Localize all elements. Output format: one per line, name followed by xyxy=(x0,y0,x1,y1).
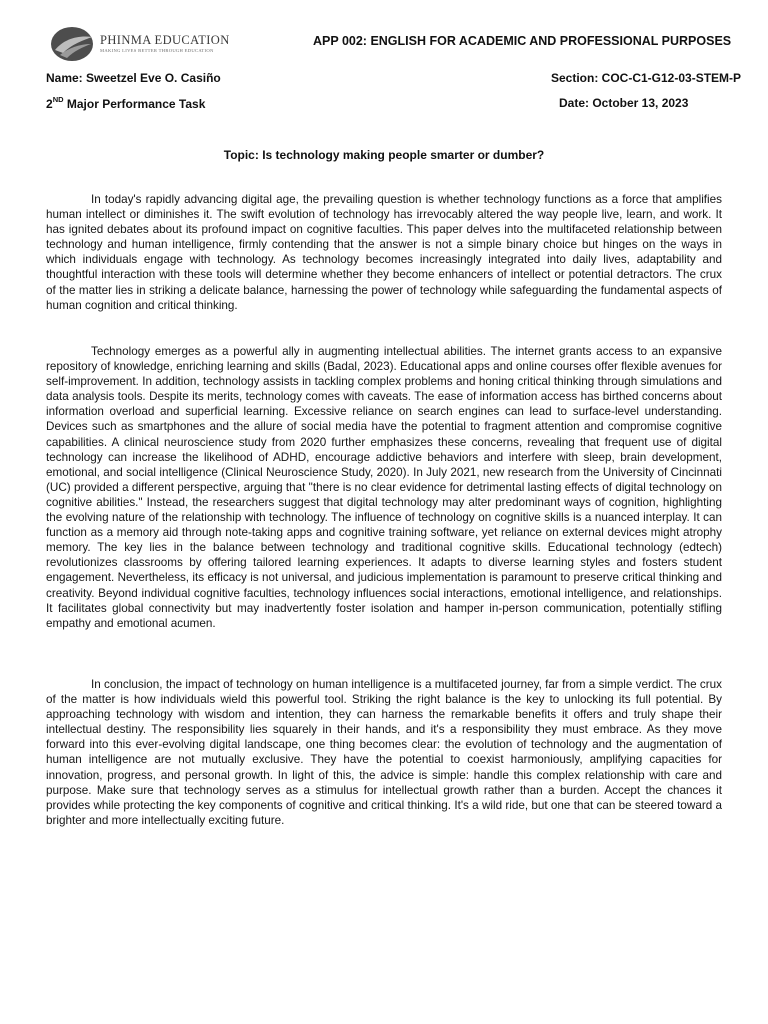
logo-wordmark xyxy=(100,34,230,54)
task-label: Major Performance Task xyxy=(63,97,206,111)
student-name: Name: Sweetzel Eve O. Casiño xyxy=(46,71,221,85)
conclusion-paragraph: In conclusion, the impact of technology on human intelligence is a multifaceted journey, far from a simple verdict. The crux of the matter is how individuals wield this powerful tool. Striking the right balance is the key to unlocking its full potential. By approaching technology with wisdom and intention, they can harness the remarkable benefits it offers and truly shape their intellectual destiny. The responsibility lies squarely in their hands, and it's a responsibility they must embrace. As they move forward into this ever-evolving digital landscape, one thing becomes clear: the evolution of technology and the augmentation of human intelligence are not mutually exclusive. They have the potential to coexist harmoniously, amplifying capacities for innovation, progress, and personal growth. In light of this, the advice is simple: handle this complex relationship with care and purpose. Make sure that technology serves as a stimulus for intellectual growth rather than a burden. Accept the chances it provides while protecting the key components of cognitive and critical thinking. It's a wild ride, but one that can be steered toward a brighter and more intellectually exciting future. xyxy=(46,678,722,827)
phinma-logo xyxy=(50,26,230,62)
date-label: Date: October 13, 2023 xyxy=(559,96,689,110)
logo-brand: PHINMA EDUCATION xyxy=(100,33,230,47)
course-title: APP 002: ENGLISH FOR ACADEMIC AND PROFESSIONAL PURPOSES xyxy=(313,34,732,48)
essay-topic: Topic: Is technology making people smarter or dumber? xyxy=(223,148,545,162)
phinma-logo-icon xyxy=(50,26,94,62)
task-number: 2 xyxy=(46,97,53,111)
logo-tagline: MAKING LIVES BETTER THROUGH EDUCATION xyxy=(100,48,214,53)
body-paragraph: Technology emerges as a powerful ally in augmenting intellectual abilities. The internet grants access to an expansive repository of knowledge, enriching learning and skills (Badal, 2023). Educational apps and online courses offer flexible avenues for self-improvement. In addition, technology assists in tackling complex problems and honing critical thinking through simulations and data analysis tools. Despite its merits, technology comes with caveats. The ease of information access has birthed concerns about information overload and superficial learning. Excessive reliance on search engines can lead to surface-level understanding. Devices such as smartphones and the allure of social media have the potential to fragment attention and compromise cognitive capabilities. A clinical neuroscience study from 2020 further emphasizes these concerns, revealing that frequent use of digital technology can increase the likelihood of ADHD, encourage addictive behaviors and interfere with sleep, brain development, emotional, and social intelligence (Clinical Neuroscience Study, 2020). In July 2021, new research from the University of Cincinnati (UC) provided a different perspective, arguing that "there is no clear evidence for detrimental lasting effects of digital technology on cognitive abilities." Instead, the researchers suggest that digital technology may alter predominant ways of cognition, highlighting the evolving nature of the relationship with technology. The influence of technology on cognitive skills is a nuanced interplay. It can function as a memory aid through note-taking apps and cognitive training software, yet reliance on external devices might atrophy memory. The key lies in the balance between technology and traditional cognitive skills. Educational technology (edtech) revolutionizes classrooms by offering tailored learning experiences. It adapts to diverse learning styles and fosters student engagement. Nevertheless, its efficacy is not universal, and judicious implementation is paramount to preserve critical thinking and creativity. Beyond individual cognitive faculties, technology influences social interactions, emotional intelligence, and relationships. It facilitates global connectivity but may inadvertently foster isolation and hamper in-person communication, potentially stifling empathy and emotional acumen. xyxy=(46,345,722,630)
task-ordinal-suffix: ND xyxy=(52,95,64,104)
task-title xyxy=(46,96,205,111)
section-label: Section: COC-C1-G12-03-STEM-P xyxy=(551,71,742,85)
introduction-paragraph: In today's rapidly advancing digital age, the prevailing question is whether technology functions as a force that amplifies human intellect or diminishes it. The swift evolution of technology has irrevocably altered the way people live, learn, and work. It has ignited debates about its profound impact on cognitive faculties. This paper delves into the multifaceted relationship between technology and human intelligence, firmly contending that the answer is not a simple binary choice but hinges on the ways in which individuals engage with technology. As technology becomes increasingly integrated into daily lives, adaptability and thoughtful interaction with these tools will determine whether they become enhancers of intellect or potential detractors. The crux of the matter lies in striking a delicate balance, harnessing the power of technology while safeguarding the fundamental aspects of human cognition and critical thinking. xyxy=(46,193,722,312)
